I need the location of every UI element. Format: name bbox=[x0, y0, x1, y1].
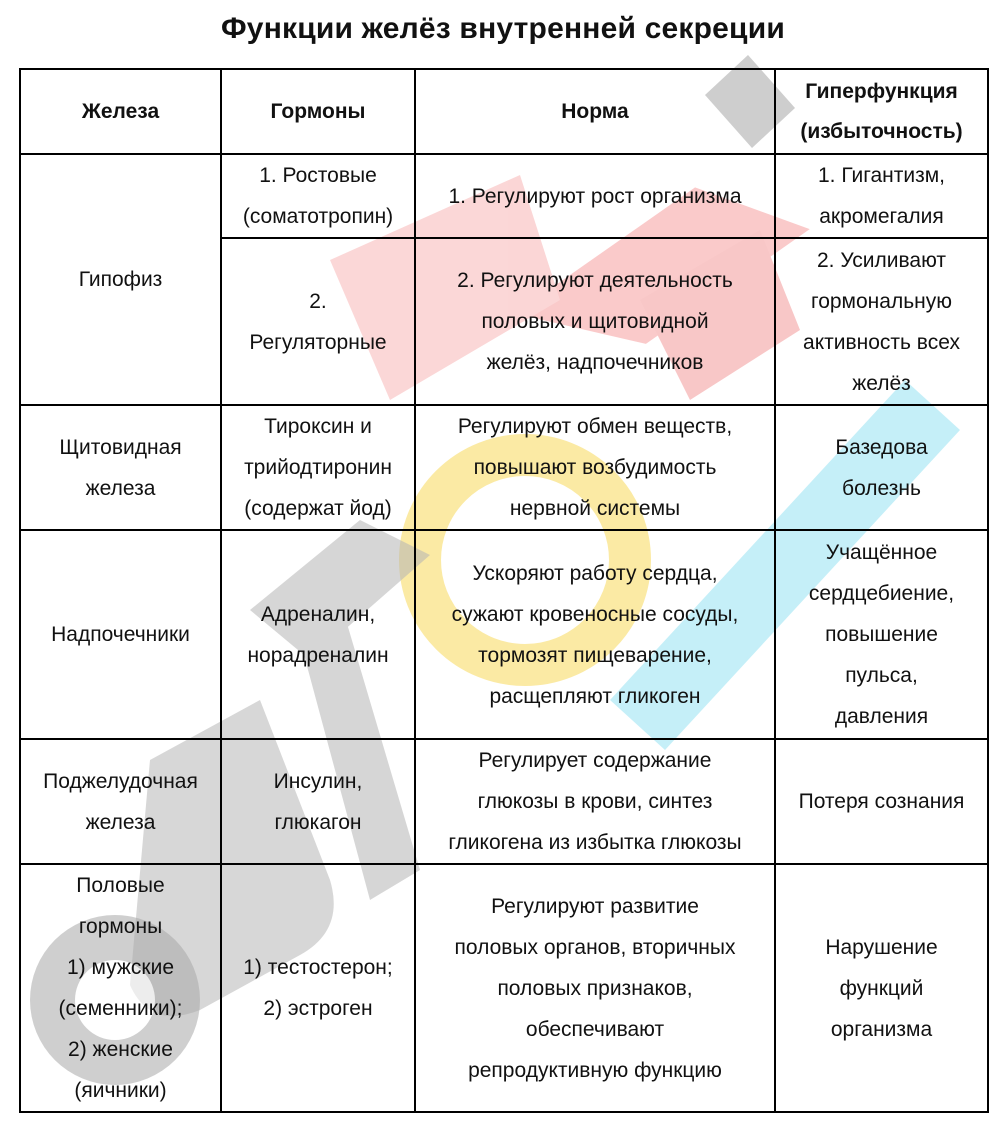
header-hyperfunction: Гиперфункция (избыточность) bbox=[775, 69, 988, 154]
cell-hyper-pituitary-1: 1. Гигантизм, акромегалия bbox=[775, 154, 988, 238]
endocrine-table bbox=[19, 68, 989, 1113]
cell-norm-thyroid: Регулируют обмен веществ, повышают возбудимость нервной системы bbox=[415, 405, 775, 530]
table-row bbox=[20, 405, 988, 530]
cell-gland-adrenal: Надпочечники bbox=[20, 530, 221, 739]
cell-gland-sex: Половые гормоны 1) мужские (семенники); 2) женские (яичники) bbox=[20, 864, 221, 1112]
table-header-row bbox=[20, 69, 988, 154]
cell-hyper-adrenal: Учащённое сердцебиение, повышение пульса, давления bbox=[775, 530, 988, 739]
cell-hormones-pancreas: Инсулин, глюкагон bbox=[221, 739, 415, 864]
cell-gland-thyroid: Щитовидная железа bbox=[20, 405, 221, 530]
cell-norm-pancreas: Регулирует содержание глюкозы в крови, синтез гликогена из избытка глюкозы bbox=[415, 739, 775, 864]
cell-hyper-pituitary-2: 2. Усиливают гормональную активность всех желёз bbox=[775, 238, 988, 405]
cell-norm-adrenal: Ускоряют работу сердца, сужают кровеносные сосуды, тормозят пищеварение, расщепляют гликоген bbox=[415, 530, 775, 739]
header-gland: Железа bbox=[20, 69, 221, 154]
cell-hormones-thyroid: Тироксин и трийодтиронин (содержат йод) bbox=[221, 405, 415, 530]
cell-hyper-thyroid: Базедова болезнь bbox=[775, 405, 988, 530]
cell-hormones-pituitary-1: 1. Ростовые (соматотропин) bbox=[221, 154, 415, 238]
cell-hormones-sex: 1) тестостерон; 2) эстроген bbox=[221, 864, 415, 1112]
table-row bbox=[20, 864, 988, 1112]
header-hormones: Гормоны bbox=[221, 69, 415, 154]
cell-hyper-pancreas: Потеря сознания bbox=[775, 739, 988, 864]
cell-gland-pituitary: Гипофиз bbox=[20, 154, 221, 405]
cell-norm-sex: Регулируют развитие половых органов, вторичных половых признаков, обеспечивают репродуктивную функцию bbox=[415, 864, 775, 1112]
cell-norm-pituitary-2: 2. Регулируют деятельность половых и щитовидной желёз, надпочечников bbox=[415, 238, 775, 405]
cell-gland-pancreas: Поджелудочная железа bbox=[20, 739, 221, 864]
page-title: Функции желёз внутренней секреции bbox=[221, 12, 785, 45]
header-norm: Норма bbox=[415, 69, 775, 154]
cell-norm-pituitary-1: 1. Регулируют рост организма bbox=[415, 154, 775, 238]
cell-hyper-sex: Нарушение функций организма bbox=[775, 864, 988, 1112]
table-row bbox=[20, 530, 988, 739]
table-row bbox=[20, 154, 988, 238]
cell-hormones-pituitary-2: 2. Регуляторные bbox=[221, 238, 415, 405]
cell-hormones-adrenal: Адреналин, норадреналин bbox=[221, 530, 415, 739]
table-row bbox=[20, 739, 988, 864]
